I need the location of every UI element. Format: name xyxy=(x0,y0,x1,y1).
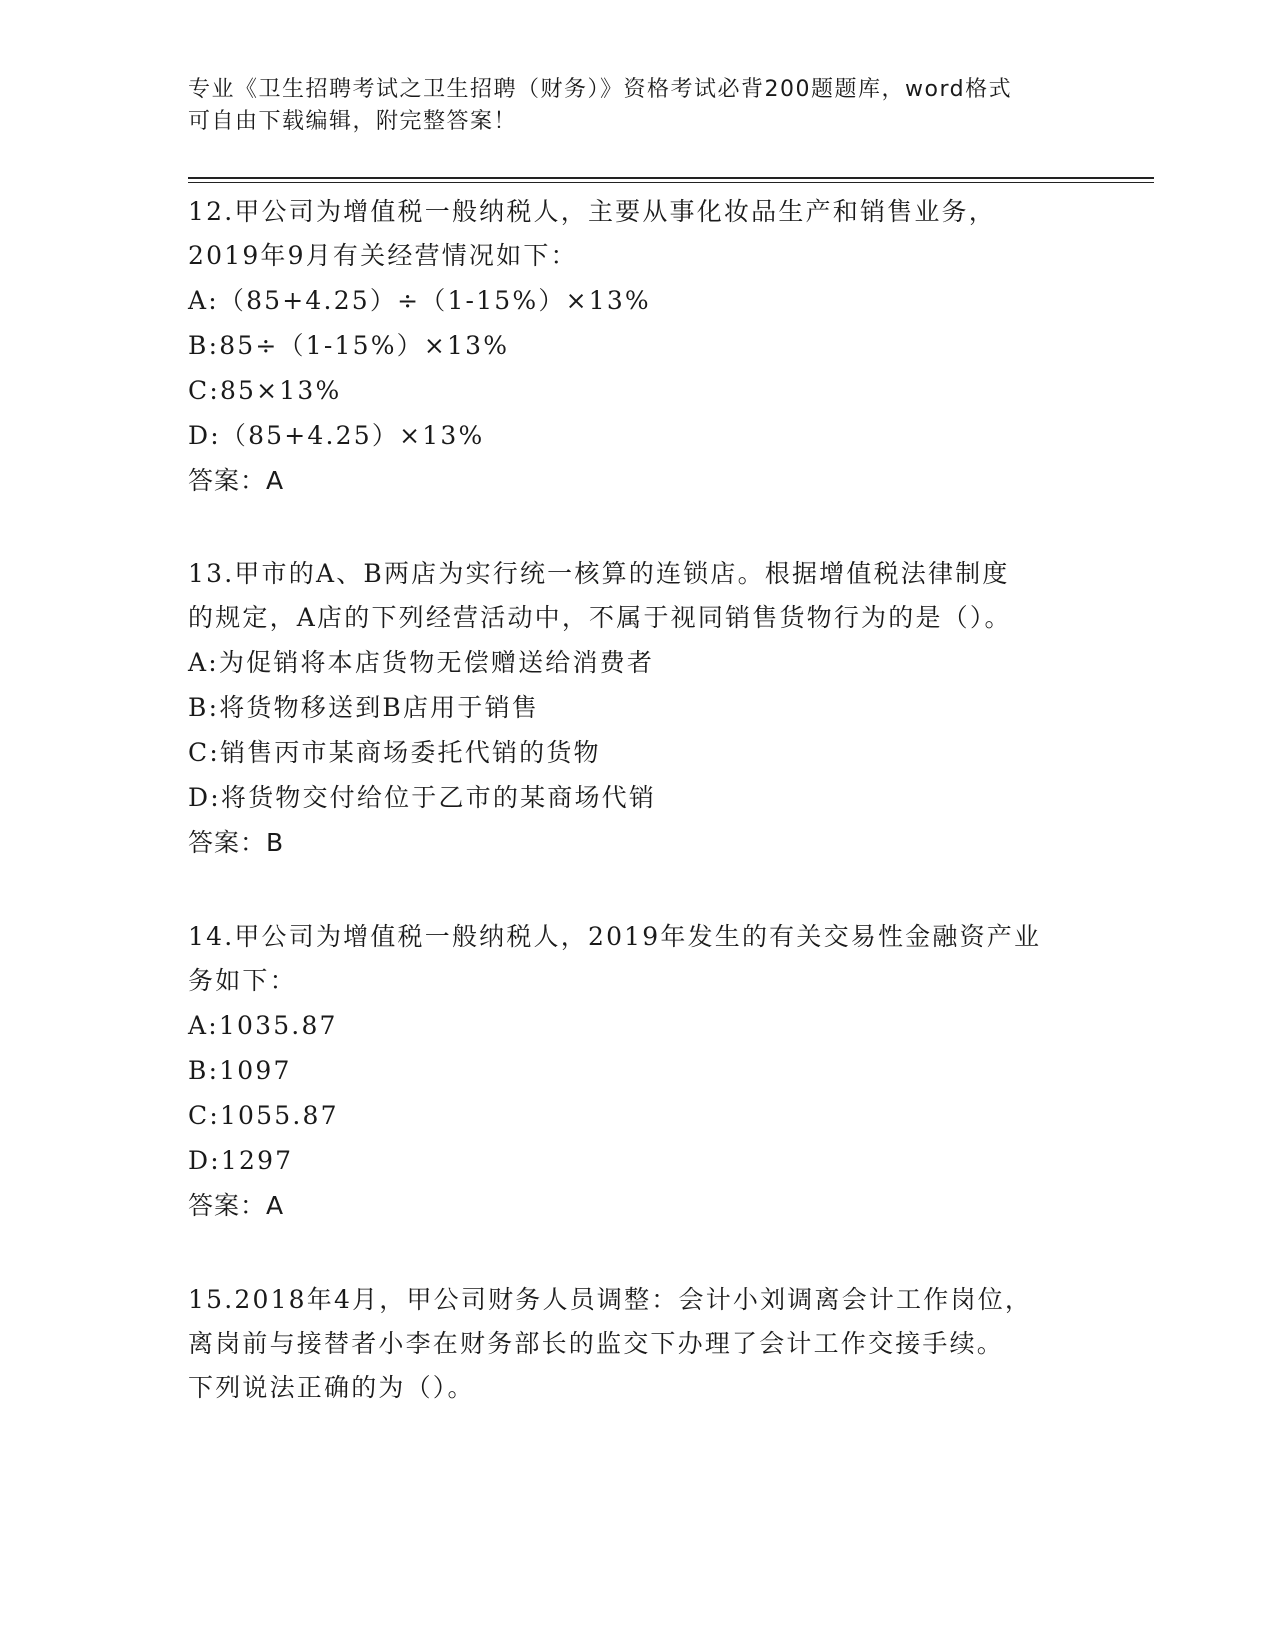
stem-line: 下列说法正确的为（）。 xyxy=(188,1373,475,1402)
option-b: B:85÷（1-15%）×13% xyxy=(188,331,510,360)
stem-line: 务如下： xyxy=(188,966,297,995)
option-c: C:销售丙市某商场委托代销的货物 xyxy=(188,738,601,767)
question-stem xyxy=(188,552,1098,640)
stem-line: 的规定，A店的下列经营活动中，不属于视同销售货物行为的是（）。 xyxy=(188,603,1012,632)
option-d: D:1297 xyxy=(188,1146,294,1175)
option-d: D:（85+4.25）×13% xyxy=(188,421,485,450)
header-divider-thick xyxy=(188,177,1154,179)
stem-line: 13.甲市的A、B两店为实行统一核算的连锁店。根据增值税法律制度 xyxy=(188,559,1010,588)
stem-line: 12.甲公司为增值税一般纳税人，主要从事化妆品生产和销售业务， xyxy=(188,197,996,226)
answer-line: 答案：A xyxy=(188,466,285,495)
option-c: C:85×13% xyxy=(188,376,342,405)
question-stem xyxy=(188,1278,1098,1410)
question-12 xyxy=(188,190,1098,503)
option-d: D:将货物交付给位于乙市的某商场代销 xyxy=(188,783,657,812)
answer-line: 答案：A xyxy=(188,1191,285,1220)
stem-line: 离岗前与接替者小李在财务部长的监交下办理了会计工作交接手续。 xyxy=(188,1329,1005,1358)
answer-line: 答案：B xyxy=(188,828,285,857)
question-14 xyxy=(188,915,1098,1228)
option-a: A:1035.87 xyxy=(188,1011,338,1040)
option-a: A:（85+4.25）÷（1-15%）×13% xyxy=(188,286,651,315)
option-b: B:将货物移送到B店用于销售 xyxy=(188,693,539,722)
header-line-2: 可自由下载编辑，附完整答案！ xyxy=(188,109,518,134)
header-divider-thin xyxy=(188,182,1154,183)
stem-line: 2019年9月有关经营情况如下： xyxy=(188,241,578,270)
question-15 xyxy=(188,1278,1098,1410)
question-stem xyxy=(188,915,1098,1003)
question-stem xyxy=(188,190,1098,278)
stem-line: 14.甲公司为增值税一般纳税人，2019年发生的有关交易性金融资产业 xyxy=(188,922,1042,951)
option-c: C:1055.87 xyxy=(188,1101,339,1130)
header-line-1: 专业《卫生招聘考试之卫生招聘（财务）》资格考试必背200题题库，word格式 xyxy=(188,77,1013,102)
option-b: B:1097 xyxy=(188,1056,292,1085)
document-header xyxy=(188,74,1068,138)
question-13 xyxy=(188,552,1098,865)
option-a: A:为促销将本店货物无偿赠送给消费者 xyxy=(188,648,655,677)
stem-line: 15.2018年4月，甲公司财务人员调整：会计小刘调离会计工作岗位， xyxy=(188,1285,1033,1314)
